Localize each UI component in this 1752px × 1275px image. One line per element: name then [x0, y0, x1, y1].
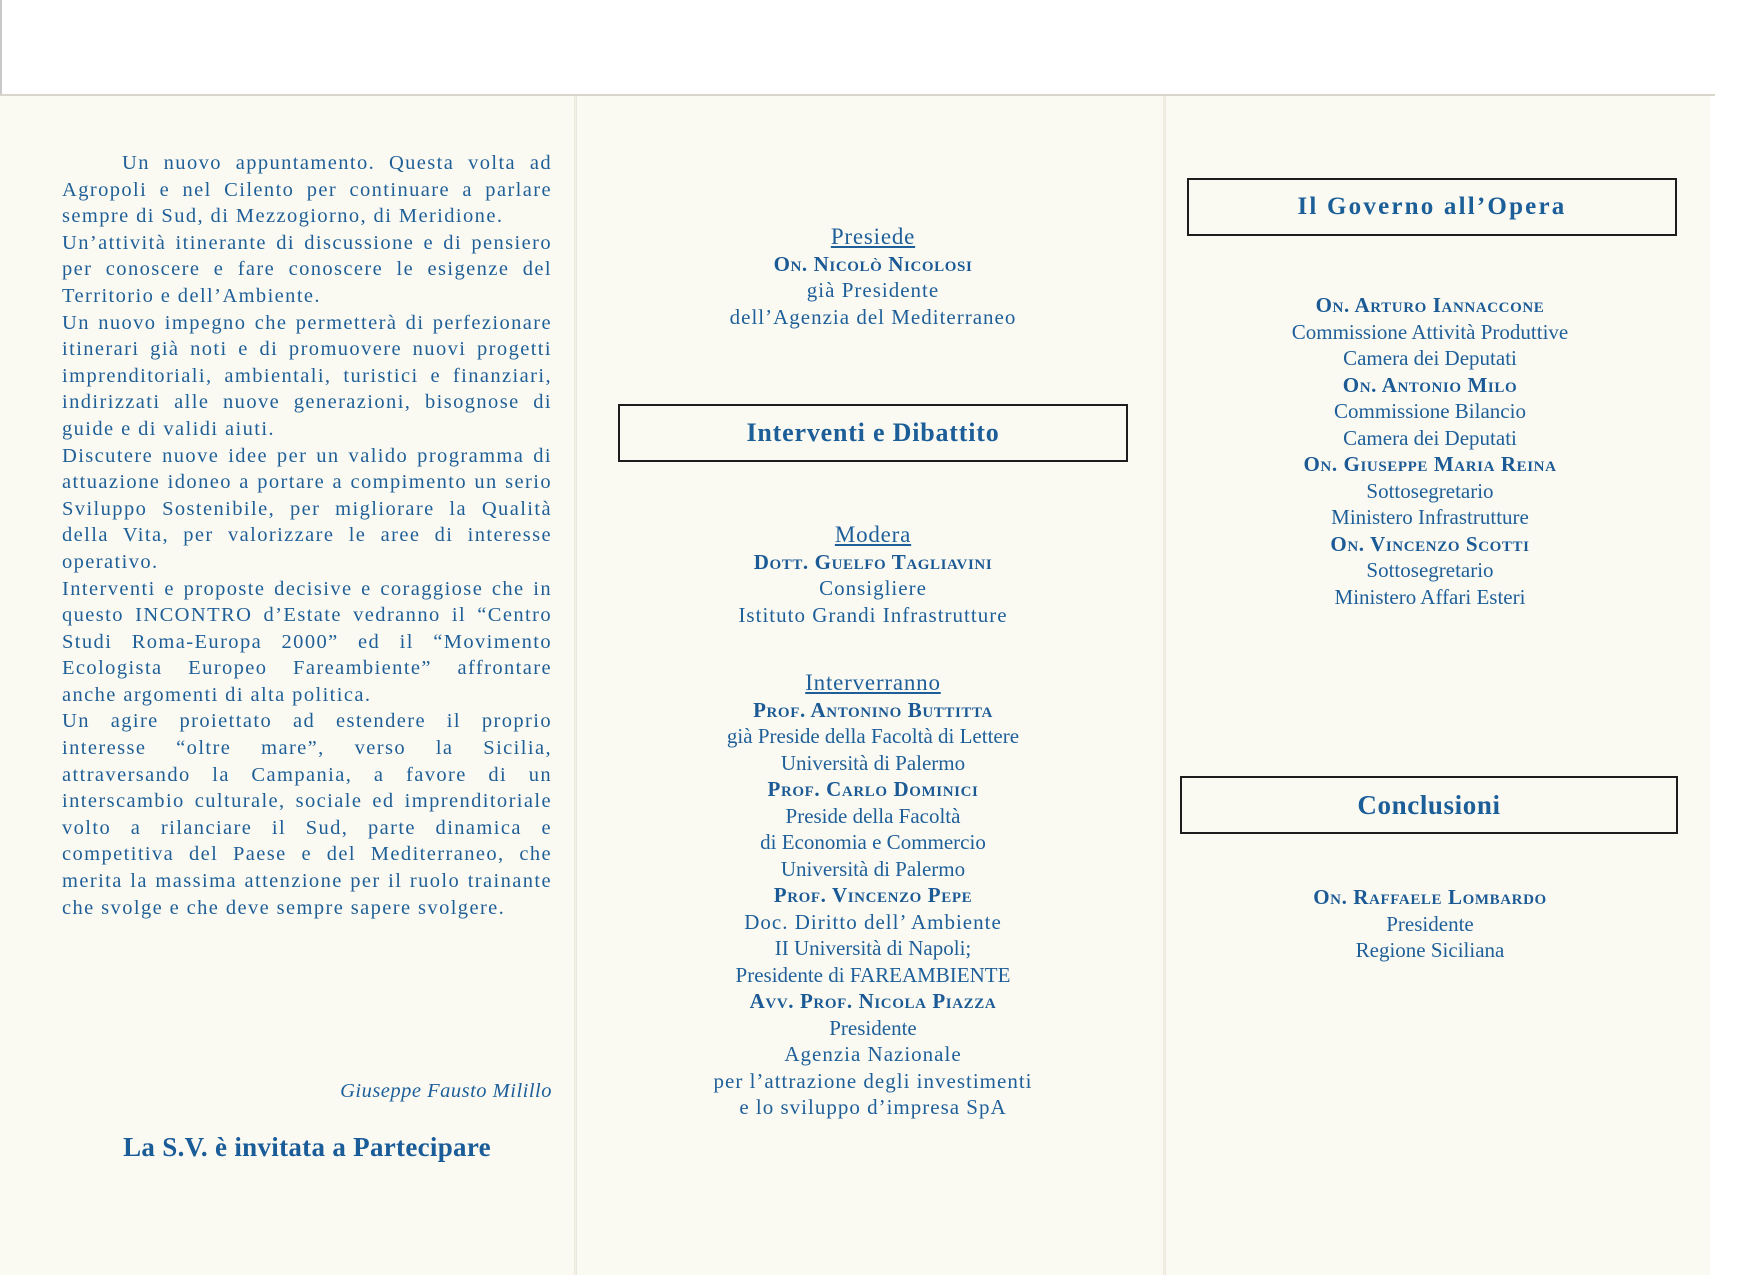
speaker-role: Agenzia Nazionale: [784, 1042, 962, 1066]
official-role: Commissione Attività Produttive: [1291, 319, 1569, 344]
governo-title-box: Il Governo all’Opera: [1187, 178, 1677, 236]
chair-role: dell’Agenzia del Mediterraneo: [729, 304, 1017, 329]
author-signature: Giuseppe Fausto Milillo: [340, 1080, 552, 1102]
speaker-name: Prof. Antonino Buttitta: [753, 697, 993, 722]
speaker-name: Prof. Carlo Dominici: [767, 777, 979, 801]
sheet-top-edge: [0, 94, 1715, 96]
speaker-role: già Preside della Facoltà di Lettere: [726, 724, 1020, 748]
intro-text: [62, 150, 552, 921]
interventi-title-box: Interventi e Dibattito: [618, 404, 1128, 462]
conclusioni-block: [1195, 884, 1665, 964]
intro-paragraph: Un agire proiettato ad estendere il proprio interesse “oltre mare”, verso la Sicilia, attraversando la Campania, a favore di un interscambio culturale, sociale ed imprenditoriale volto a rilanciare il Sud, parte dinamica e competitiva del Paese e del Mediterraneo, che merita la massima attenzione per il ruolo trainante che svolge e che deve sempre sapere svolgere.: [62, 710, 552, 919]
speaker-role: per l’attrazione degli investimenti: [713, 1068, 1033, 1093]
chair-role: già Presidente: [806, 278, 940, 302]
official-name: On. Vincenzo Scotti: [1330, 531, 1530, 556]
presiede-label: Presiede: [830, 224, 916, 249]
speaker-role: Università di Palermo: [780, 856, 966, 881]
scan-edge: [0, 0, 2, 96]
speaker-role: II Università di Napoli;: [774, 936, 972, 960]
moderator-role: Consigliere: [819, 576, 927, 600]
official-role: Ministero Infrastrutture: [1331, 505, 1529, 529]
interverranno-label: Interverranno: [805, 670, 941, 695]
scan-margin: [1710, 96, 1752, 1275]
speaker-role: di Economia e Commercio: [760, 830, 986, 854]
interverranno-block: [628, 670, 1118, 1121]
fold-line-right: [1163, 96, 1166, 1275]
closing-speaker-name: On. Raffaele Lombardo: [1313, 885, 1547, 909]
intro-paragraph: Un’attività itinerante di discussione e di pensiero per conoscere e fare conoscere le esigenze del Territorio e dell’Ambiente.: [62, 231, 552, 307]
conclusioni-title-box: Conclusioni: [1180, 776, 1678, 834]
speaker-name: Prof. Vincenzo Pepe: [773, 883, 973, 907]
intro-paragraph: Un nuovo impegno che permetterà di perfezionare itinerari già noti e di promuovere nuovi progetti imprenditoriali, ambientali, turistici e finanziari, indirizzati alle nuove generazioni, bisognose di guide e di validi aiuti.: [62, 311, 552, 440]
official-role: Camera dei Deputati: [1343, 425, 1517, 450]
official-name: On. Antonio Milo: [1342, 372, 1518, 397]
modera-block: [628, 522, 1118, 628]
official-role: Sottosegretario: [1366, 558, 1494, 582]
speaker-role: e lo sviluppo d’impresa SpA: [739, 1095, 1007, 1119]
speaker-role: Preside della Facoltà: [785, 803, 961, 828]
moderator-name: Dott. Guelfo Tagliavini: [753, 549, 993, 574]
governo-block: [1195, 292, 1665, 610]
intro-paragraph: Discutere nuove idee per un valido programma di attuazione idoneo a portare a compimento un serio Sviluppo Sostenibile, per migliorare la Qualità della Vita, per valorizzare le aree di interesse operativo.: [62, 444, 552, 573]
official-role: Commissione Bilancio: [1334, 399, 1526, 423]
invitation-line: La S.V. è invitata a Partecipare: [123, 1132, 491, 1162]
official-role: Camera dei Deputati: [1343, 346, 1517, 370]
moderator-role: Istituto Grandi Infrastrutture: [738, 602, 1008, 627]
speaker-role: Università di Palermo: [780, 750, 966, 775]
intro-paragraph: Interventi e proposte decisive e coraggiose che in questo INCONTRO d’Estate vedranno il “Centro Studi Roma-Europa 2000” ed il “Movimento Ecologista Europeo Fareambiente” affrontare anche argomenti di alta politica.: [62, 577, 552, 706]
fold-line-left: [574, 96, 577, 1275]
official-name: On. Giuseppe Maria Reina: [1303, 452, 1557, 476]
official-name: On. Arturo Iannaccone: [1315, 293, 1545, 317]
speaker-role: Doc. Diritto dell’ Ambiente: [744, 909, 1002, 934]
speaker-role: Presidente di FAREAMBIENTE: [735, 962, 1011, 987]
speaker-name: Avv. Prof. Nicola Piazza: [749, 989, 997, 1013]
modera-label: Modera: [834, 522, 912, 547]
speaker-role: Presidente: [829, 1015, 917, 1040]
closing-speaker-role: Presidente: [1386, 911, 1474, 936]
closing-speaker-role: Regione Siciliana: [1355, 938, 1505, 962]
official-role: Ministero Affari Esteri: [1334, 584, 1526, 609]
chair-name: On. Nicolò Nicolosi: [773, 251, 973, 276]
official-role: Sottosegretario: [1366, 478, 1494, 503]
intro-paragraph: Un nuovo appuntamento. Questa volta ad Agropoli e nel Cilento per continuare a parlare sempre di Sud, di Mezzogiorno, di Meridione.: [62, 152, 552, 228]
presiede-block: [628, 224, 1118, 330]
